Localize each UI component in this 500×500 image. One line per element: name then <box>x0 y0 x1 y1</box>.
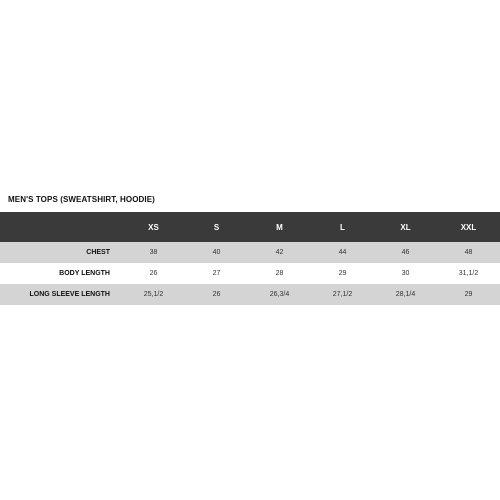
table-cell: 28 <box>275 270 284 277</box>
table-cell: 26 <box>212 291 221 298</box>
table-cell: 42 <box>275 249 284 256</box>
table-row-chest <box>0 242 500 263</box>
size-header-xl: XL <box>400 222 411 232</box>
size-header-row <box>0 212 500 242</box>
table-cell: 25,1/2 <box>143 291 164 298</box>
table-cell: 26 <box>149 270 158 277</box>
table-row-body-length <box>0 263 500 284</box>
table-cell: 27 <box>212 270 221 277</box>
table-cell: 27,1/2 <box>332 291 353 298</box>
table-cell: 31,1/2 <box>458 270 479 277</box>
table-cell: 30 <box>401 270 410 277</box>
size-header-xxl: XXL <box>460 222 477 232</box>
table-row-long-sleeve-length <box>0 284 500 305</box>
table-cell: 38 <box>149 249 158 256</box>
row-label-body-length: BODY LENGTH <box>59 270 110 277</box>
header-corner-cell <box>0 212 122 242</box>
size-header-xs: XS <box>148 222 159 232</box>
table-cell: 46 <box>401 249 410 256</box>
table-cell: 48 <box>464 249 473 256</box>
table-cell: 40 <box>212 249 221 256</box>
table-cell: 26,3/4 <box>269 291 290 298</box>
table-cell: 29 <box>338 270 347 277</box>
size-chart-title: MEN'S TOPS (SWEATSHIRT, HOODIE) <box>8 195 155 204</box>
table-cell: 29 <box>464 291 473 298</box>
row-label-chest: CHEST <box>86 249 110 256</box>
size-header-l: L <box>340 222 345 232</box>
table-cell: 44 <box>338 249 347 256</box>
size-chart-table <box>0 212 500 305</box>
table-cell: 28,1/4 <box>395 291 416 298</box>
size-header-m: M <box>276 222 283 232</box>
size-header-s: S <box>213 222 220 232</box>
row-label-long-sleeve-length: LONG SLEEVE LENGTH <box>29 291 110 298</box>
